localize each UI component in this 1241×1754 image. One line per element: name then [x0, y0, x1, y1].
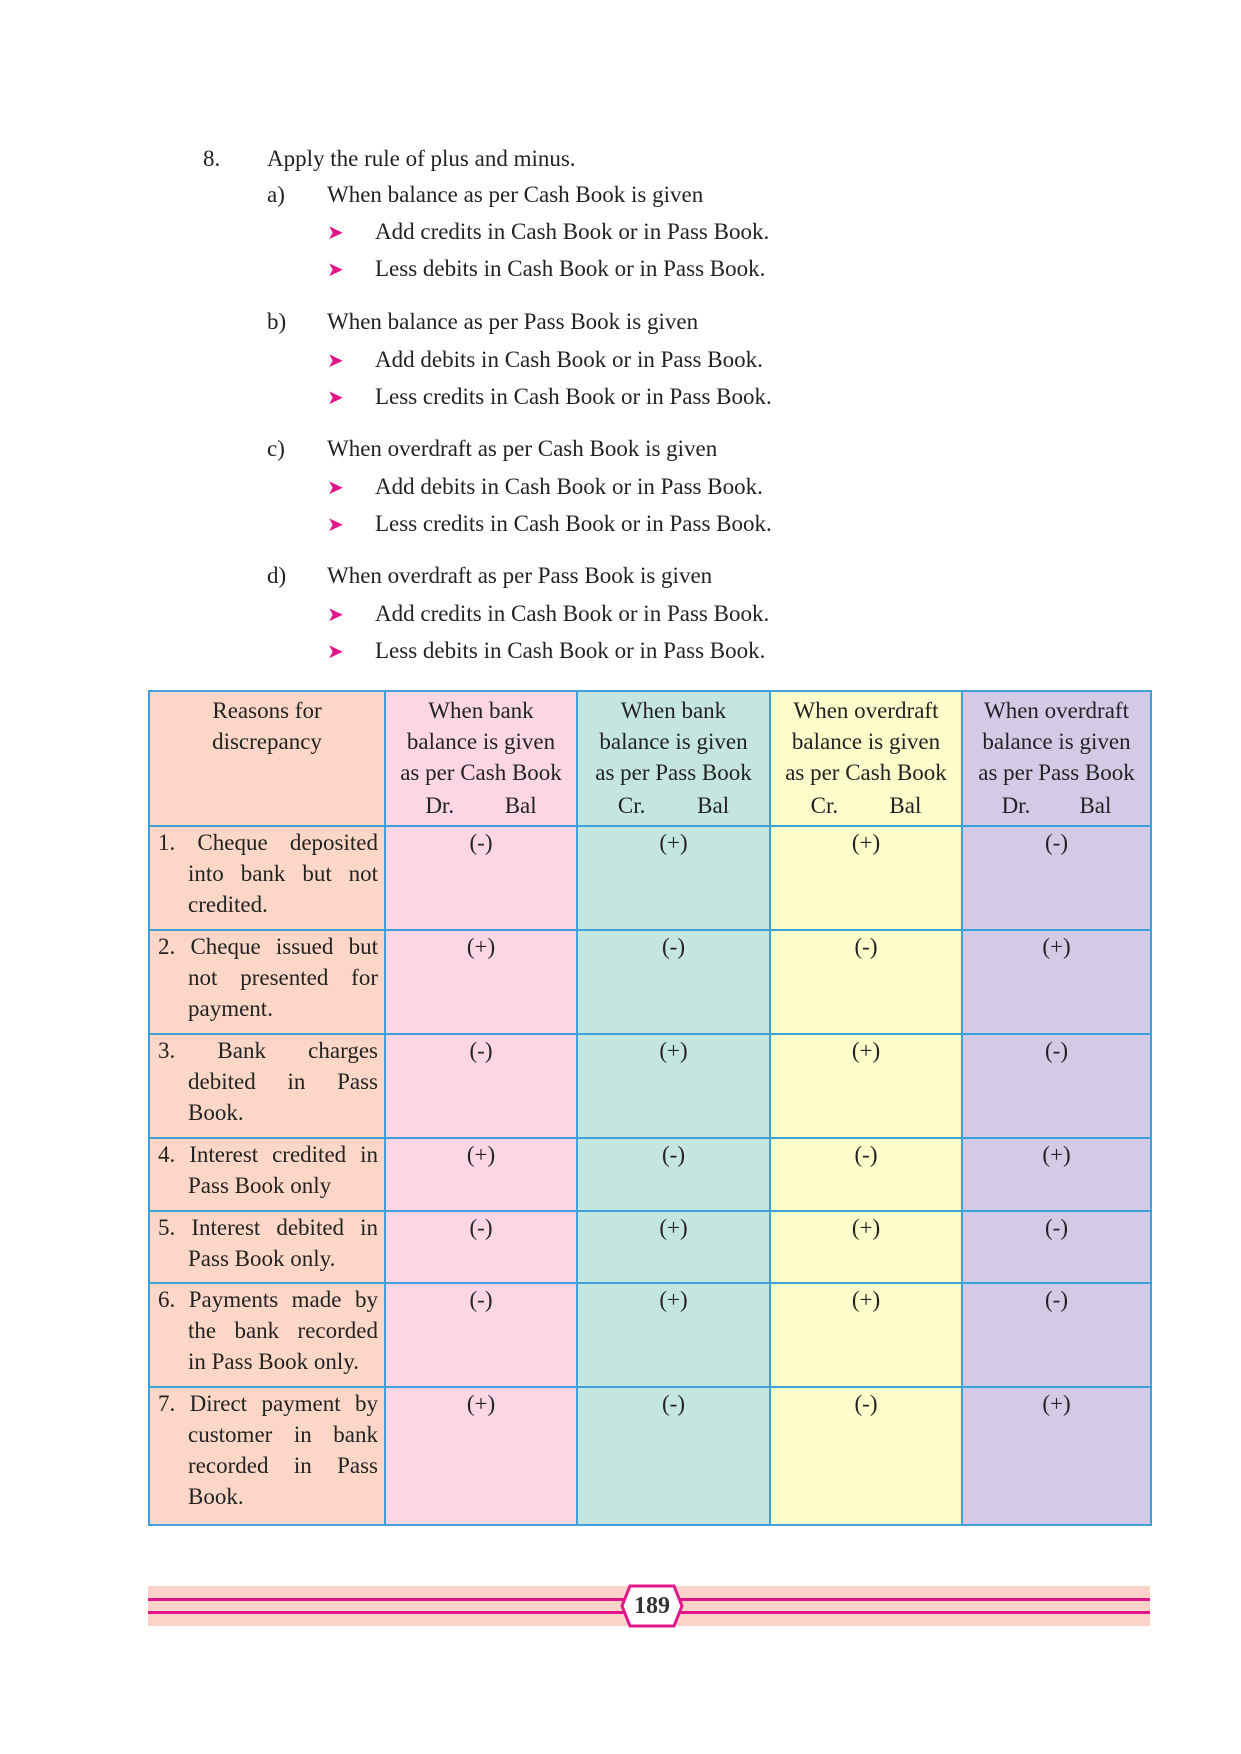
header-subheading: [578, 788, 769, 821]
sign-cell: (-): [577, 1387, 770, 1525]
case-title: When overdraft as per Pass Book is given: [327, 563, 713, 588]
reason-word: Payments: [188, 1286, 279, 1312]
sign-cell: (+): [577, 1211, 770, 1283]
reason-cell: [149, 1138, 385, 1210]
case-letter: b): [267, 309, 287, 334]
reason-word: credited.: [188, 892, 268, 917]
reason-word: recorded: [297, 1317, 378, 1343]
subheading-label: Bal: [889, 793, 922, 818]
reason-word: 7.: [158, 1390, 176, 1416]
table-header-row: [149, 691, 1151, 826]
case-item: Add debits in Cash Book or in Pass Book.: [375, 474, 763, 499]
arrow-bullet-icon: ➤: [327, 348, 344, 372]
case-item: Add debits in Cash Book or in Pass Book.: [375, 347, 763, 372]
reason-line: [158, 993, 378, 1024]
reason-word: Interest: [189, 1142, 259, 1168]
reason-word: deposited: [289, 830, 378, 855]
sign-cell: (+): [770, 1211, 962, 1283]
reason-word: Pass: [337, 1069, 378, 1095]
sign-cell: (+): [385, 1387, 577, 1525]
reason-word: made: [291, 1286, 342, 1312]
reason-word: presented: [240, 965, 329, 991]
reason-word: payment.: [188, 996, 273, 1022]
reason-word: Book: [258, 1348, 309, 1374]
header-line: balance is given: [791, 729, 941, 754]
header-line: When bank: [620, 698, 727, 723]
reason-word: 4.: [158, 1142, 176, 1168]
sign-cell: (-): [385, 826, 577, 930]
arrow-bullet-icon: ➤: [327, 257, 344, 281]
case-item: Less debits in Cash Book or in Pass Book.: [375, 256, 766, 281]
header-subheading: [963, 788, 1150, 821]
sign-cell: (-): [962, 1211, 1151, 1283]
reason-word: credited: [272, 1142, 347, 1168]
sign-cell: (+): [385, 1138, 577, 1210]
sign-cell: (+): [770, 826, 962, 930]
header-line: balance is given: [982, 729, 1131, 754]
reason-line: [158, 1212, 378, 1243]
reason-line: [158, 1066, 378, 1097]
arrow-bullet-icon: ➤: [327, 639, 344, 663]
reason-word: Pass: [188, 1245, 229, 1271]
subheading-label: Cr.: [617, 793, 646, 818]
reason-word: 1.: [158, 830, 176, 855]
reason-word: only: [290, 1173, 332, 1199]
arrow-bullet-icon: ➤: [327, 220, 344, 244]
rule-heading: Apply the rule of plus and minus.: [267, 146, 576, 171]
reason-word: Book.: [188, 1100, 244, 1126]
header-subheading: [386, 788, 576, 821]
header-cell: [577, 691, 770, 826]
header-line: Reasons for: [212, 698, 322, 723]
reason-line: [158, 1388, 378, 1419]
case-item: Less credits in Cash Book or in Pass Book.: [375, 384, 772, 409]
reason-word: payment: [261, 1390, 341, 1416]
header-cell: [962, 691, 1151, 826]
arrow-bullet-icon: ➤: [327, 475, 344, 499]
reason-line: [158, 1450, 378, 1481]
reason-word: 2.: [158, 934, 176, 960]
reason-word: Pass: [337, 1452, 378, 1478]
subheading-label: Bal: [504, 793, 537, 818]
arrow-bullet-icon: ➤: [327, 602, 344, 626]
subheading-label: Dr.: [1001, 793, 1031, 818]
header-cell: [770, 691, 962, 826]
reason-word: Cheque: [197, 830, 268, 855]
table-row: [149, 930, 1151, 1034]
sign-cell: (-): [962, 1034, 1151, 1138]
sign-cell: (+): [770, 1034, 962, 1138]
reason-word: bank: [234, 1317, 280, 1343]
reason-word: in: [360, 1142, 378, 1168]
reason-word: in: [293, 1452, 312, 1478]
reason-word: the: [188, 1317, 217, 1343]
sign-cell: (+): [385, 930, 577, 1034]
sign-cell: (-): [962, 826, 1151, 930]
reason-word: in: [293, 1421, 312, 1447]
case-letter: c): [267, 436, 285, 461]
reason-line: [158, 1035, 378, 1066]
page-number: 189: [634, 1592, 670, 1619]
reason-word: charges: [308, 1038, 378, 1064]
reason-cell: [149, 826, 385, 930]
table-row: [149, 1283, 1151, 1387]
sign-cell: (+): [577, 826, 770, 930]
reason-word: but: [348, 934, 378, 960]
reason-cell: [149, 930, 385, 1034]
table-row: [149, 1211, 1151, 1283]
reason-word: Book.: [188, 1483, 244, 1509]
case-title: When balance as per Pass Book is given: [327, 309, 699, 334]
reason-line: [158, 1139, 378, 1170]
reason-word: issued: [275, 934, 334, 960]
sign-cell: (+): [962, 1387, 1151, 1525]
header-subheading: [771, 788, 961, 821]
sign-cell: (+): [577, 1283, 770, 1387]
case-item: Less credits in Cash Book or in Pass Book.: [375, 511, 772, 536]
reason-line: [158, 1346, 378, 1377]
reason-line: [158, 931, 378, 962]
reason-word: bank: [333, 1421, 378, 1447]
reason-line: [158, 1315, 378, 1346]
subheading-label: Bal: [697, 793, 730, 818]
reason-word: Direct: [189, 1390, 248, 1416]
reason-word: but: [302, 861, 332, 886]
table-row: [149, 1034, 1151, 1138]
reason-word: only.: [290, 1245, 336, 1271]
reason-word: debited: [276, 1214, 345, 1240]
reason-word: in: [188, 1348, 206, 1374]
sign-cell: (-): [577, 930, 770, 1034]
table-row: [149, 826, 1151, 930]
reason-word: into: [188, 861, 224, 886]
reason-line: [158, 1481, 378, 1512]
reason-line: [158, 1170, 378, 1201]
case-letter: a): [267, 182, 285, 207]
reason-word: recorded: [188, 1452, 269, 1478]
header-line: When overdraft: [984, 698, 1129, 723]
table-row: [149, 1138, 1151, 1210]
reason-word: in: [360, 1214, 378, 1240]
case-item: Add credits in Cash Book or in Pass Book.: [375, 219, 770, 244]
table-row: [149, 1387, 1151, 1525]
sign-cell: (-): [385, 1283, 577, 1387]
reason-word: for: [351, 965, 378, 991]
reason-line: [158, 962, 378, 993]
reason-line: [158, 889, 378, 920]
header-line: balance is given: [406, 729, 556, 754]
reason-word: customer: [188, 1421, 273, 1447]
subheading-label: Dr.: [425, 793, 455, 818]
reason-word: debited: [188, 1069, 256, 1095]
reason-line: [158, 858, 378, 889]
reason-word: by: [354, 1286, 378, 1312]
header-line: balance is given: [599, 729, 748, 754]
reason-word: in: [287, 1069, 306, 1095]
rule-number: 8.: [203, 146, 221, 171]
reason-line: [158, 1243, 378, 1274]
header-line: as per Pass Book: [595, 760, 752, 785]
sign-cell: (-): [770, 1138, 962, 1210]
reason-word: Cheque: [190, 934, 261, 960]
sign-cell: (-): [577, 1138, 770, 1210]
reason-word: not: [348, 861, 378, 886]
reason-line: [158, 827, 378, 858]
sign-cell: (+): [770, 1283, 962, 1387]
reason-cell: [149, 1211, 385, 1283]
reason-cell: [149, 1034, 385, 1138]
reason-word: Book: [234, 1173, 285, 1199]
reason-line: [158, 1284, 378, 1315]
reason-word: 3.: [158, 1038, 176, 1064]
reason-line: [158, 1097, 378, 1128]
case-letter: d): [267, 563, 287, 588]
header-line: When overdraft: [793, 698, 939, 723]
reason-cell: [149, 1387, 385, 1525]
header-line: discrepancy: [212, 729, 322, 754]
reason-word: Interest: [191, 1214, 261, 1240]
header-line: as per Cash Book: [400, 760, 562, 785]
sign-cell: (+): [962, 930, 1151, 1034]
case-item: Add credits in Cash Book or in Pass Book.: [375, 601, 770, 626]
header-cell: [385, 691, 577, 826]
reason-word: Book: [234, 1245, 285, 1271]
header-cell: [149, 691, 385, 826]
reason-word: Pass: [188, 1173, 229, 1199]
sign-cell: (-): [770, 930, 962, 1034]
header-line: When bank: [428, 698, 534, 723]
discrepancy-table: [148, 690, 1152, 1526]
reason-word: Bank: [217, 1038, 266, 1064]
reason-word: by: [355, 1390, 378, 1416]
sign-cell: (+): [577, 1034, 770, 1138]
reason-word: Pass: [211, 1348, 253, 1374]
reason-word: 5.: [158, 1214, 176, 1240]
reason-line: [158, 1419, 378, 1450]
case-title: When overdraft as per Cash Book is given: [327, 436, 718, 461]
subheading-label: Bal: [1079, 793, 1112, 818]
table-body: [149, 826, 1151, 1525]
arrow-bullet-icon: ➤: [327, 385, 344, 409]
arrow-bullet-icon: ➤: [327, 512, 344, 536]
subheading-label: Cr.: [810, 793, 839, 818]
sign-cell: (+): [962, 1138, 1151, 1210]
sign-cell: (-): [962, 1283, 1151, 1387]
case-title: When balance as per Cash Book is given: [327, 182, 704, 207]
reason-word: only.: [313, 1348, 360, 1374]
reason-word: bank: [240, 861, 286, 886]
reason-cell: [149, 1283, 385, 1387]
sign-cell: (-): [385, 1034, 577, 1138]
sign-cell: (-): [770, 1387, 962, 1525]
reason-word: not: [188, 965, 218, 991]
header-line: as per Pass Book: [978, 760, 1135, 785]
reason-word: 6.: [158, 1286, 176, 1312]
case-item: Less debits in Cash Book or in Pass Book.: [375, 638, 766, 663]
sign-cell: (-): [385, 1211, 577, 1283]
header-line: as per Cash Book: [785, 760, 947, 785]
